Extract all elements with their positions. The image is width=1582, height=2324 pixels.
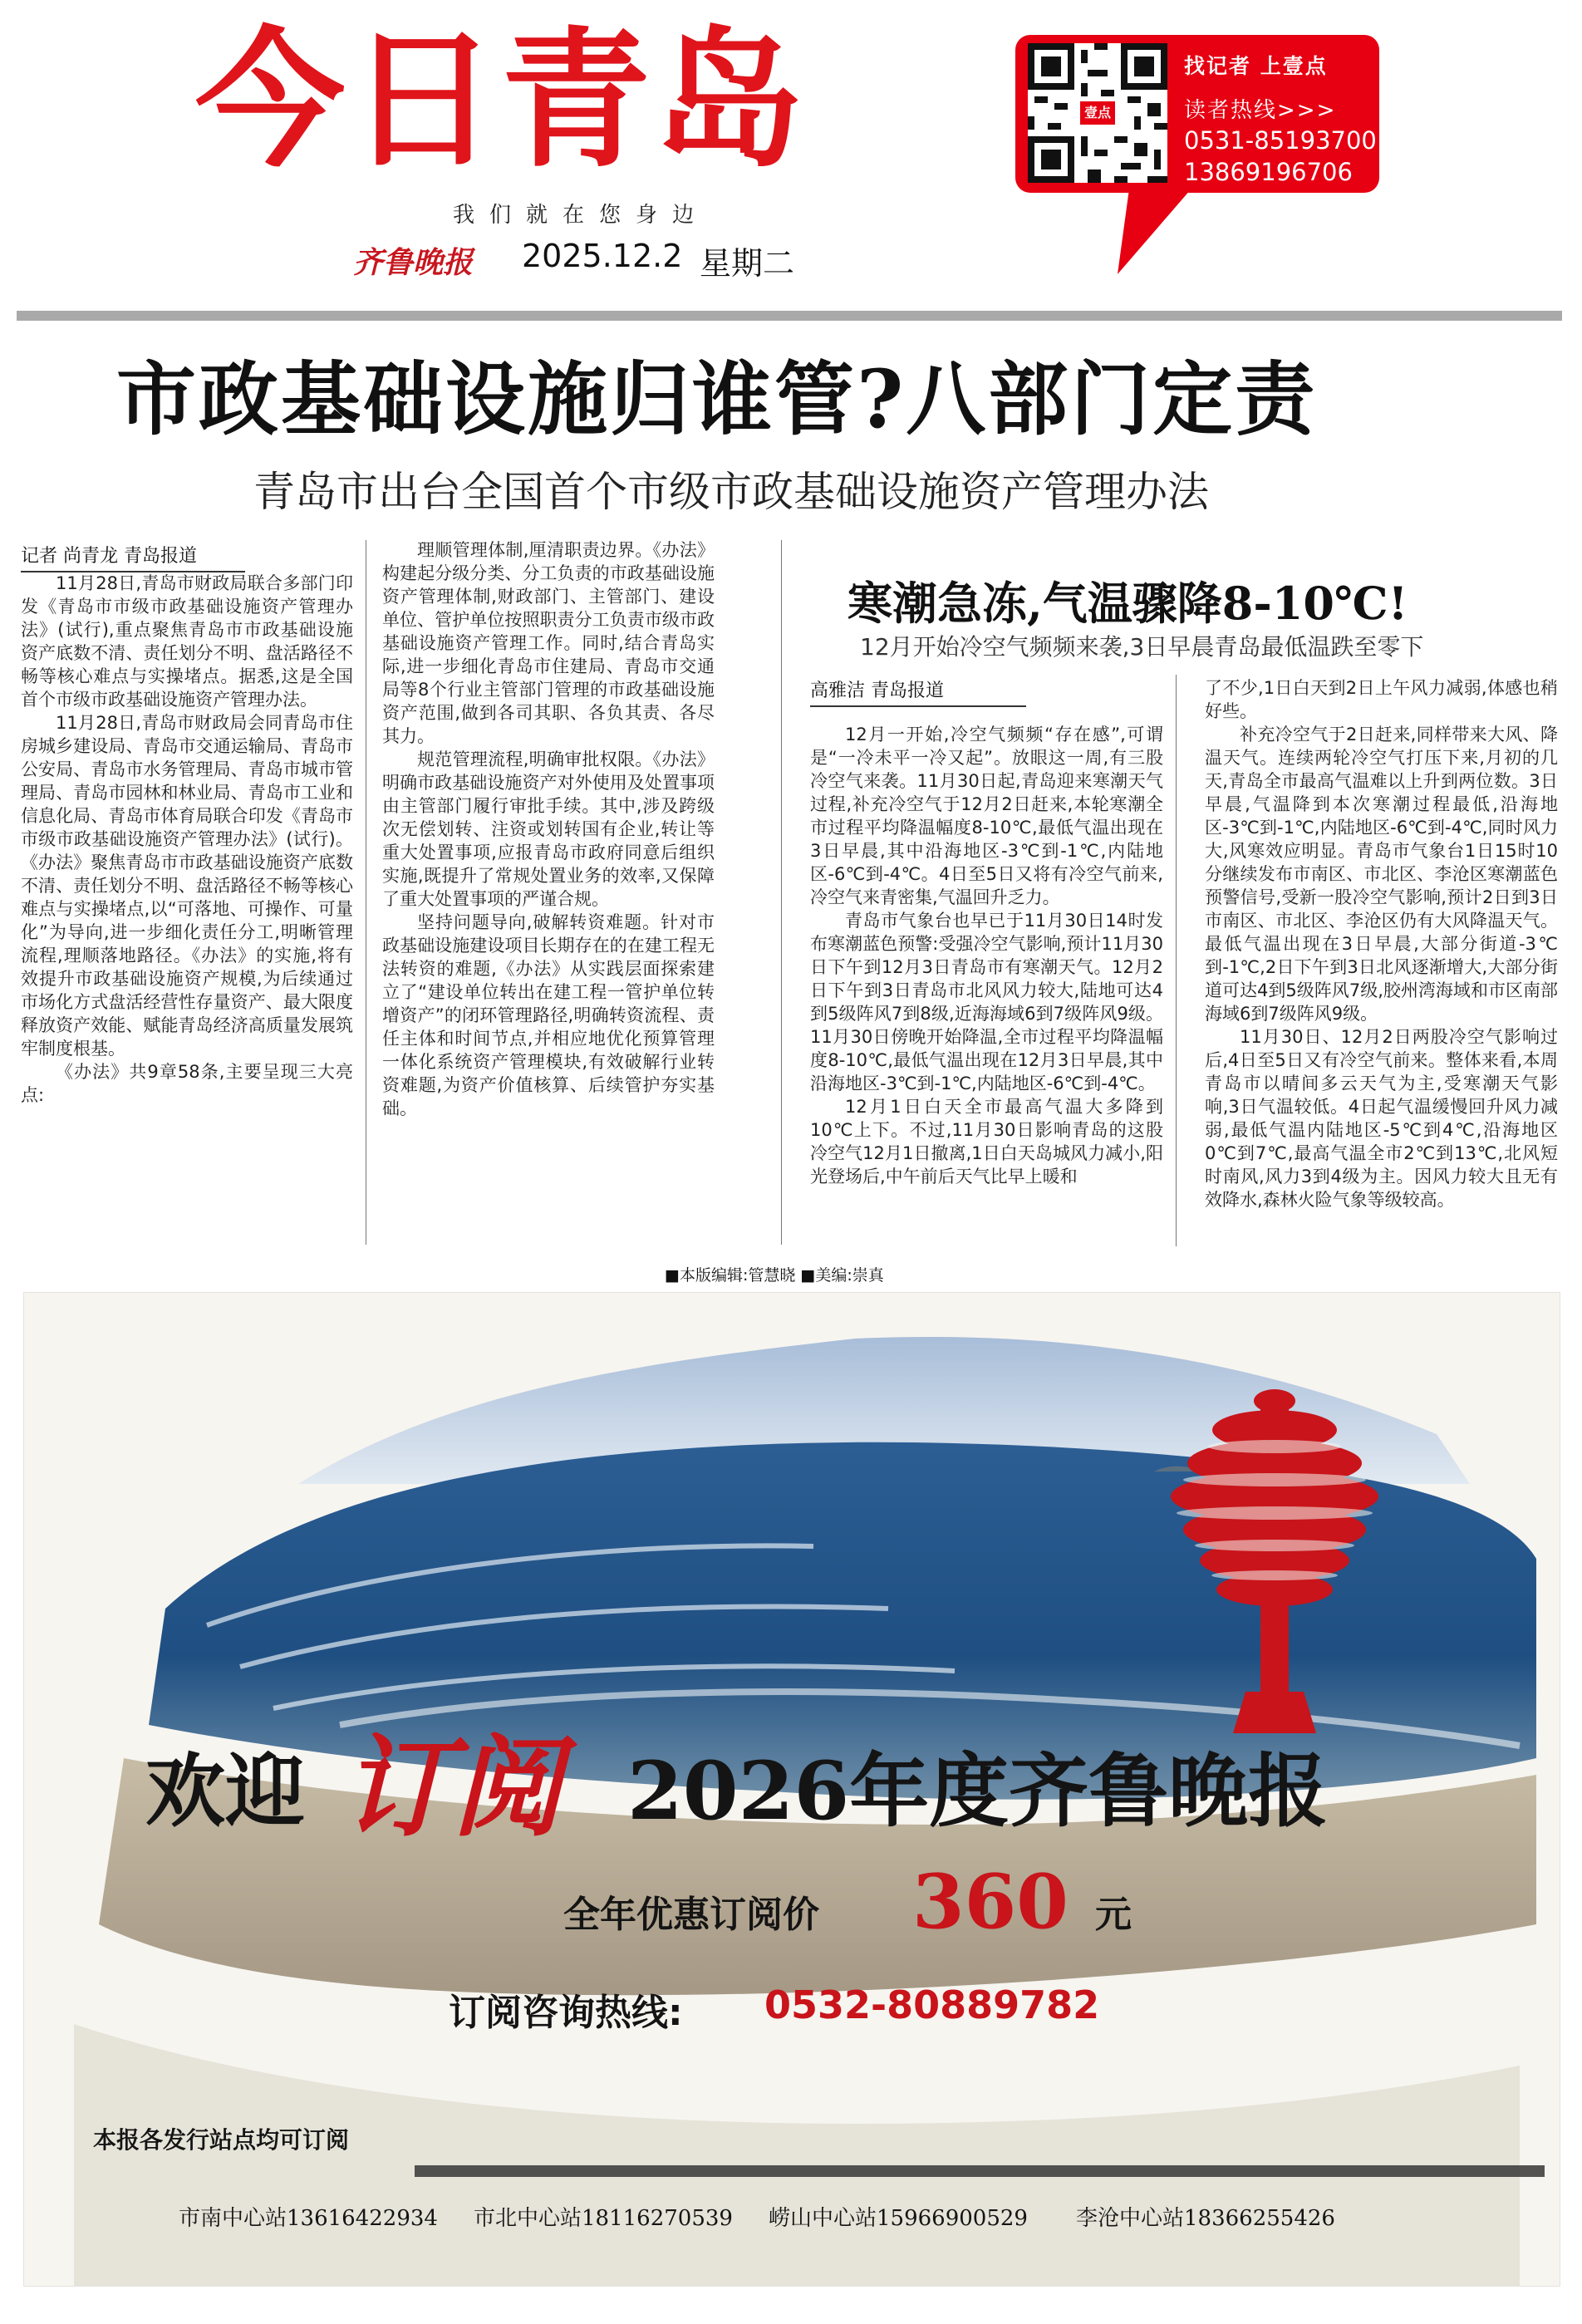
weather-byline: 高雅洁 青岛报道	[810, 676, 1026, 707]
qr-app-badge: 壹点	[1080, 101, 1115, 125]
paragraph: 坚持问题导向,破解转资难题。针对市政基础设施建设项目长期存在的在建工程无法转资的难题,《办法》从实践层面探索建立了“建设单位转出在建工程一管护单位转增资产”的闭环管理路径,明确转资流程、责任主体和时间节点,并相应地优化预算管理一体化系统资产管理模块,有效破解行业转资难题,为资产价值核算、后续管护夯实基础。	[382, 912, 715, 1118]
paragraph: 补充冷空气于2日赶来,同样带来大风、降温天气。连续两轮冷空气打压下来,月初的几天,青岛全市最高气温难以上升到两位数。3日早晨,气温降到本次寒潮过程最低,沿海地区-3℃到-1℃,内陆地区-6℃到-4℃,同时风力大,风寒效应明显。青岛市气象台1日15时10分继续发布市南区、市北区、李沧区寒潮蓝色预警信号,受新一股冷空气影响,预计2日到3日市南区、市北区、李沧区仍有大风降温天气。最低气温出现在3日早晨,大部分街道-3℃到-1℃,2日下午到3日北风逐渐增大,大部分街道可达4到5级阵风7级,胶州湾海域和市区南部海域6到7级阵风9级。	[1205, 725, 1558, 1024]
paragraph: 青岛市气象台也早已于11月30日14时发布寒潮蓝色预警:受强冷空气影响,预计11月30日下午到12月3日青岛市有寒潮天气。12月2日下午到3日青岛市北风风力较大,陆地可达4到5级阵风7到8级,近海海域6到7级阵风9级。11月30日傍晚开始降温,全市过程平均降温幅度8-10℃,最低气温出现在12月3日早晨,其中沿海地区-3℃到-1℃,内陆地区-6℃到-4℃。	[810, 911, 1163, 1093]
paragraph: 规范管理流程,明确审批权限。《办法》明确市政基础设施资产对外使用及处置事项由主管部门履行审批手续。其中,涉及跨级次无偿划转、注资或划转国有企业,转让等重大处置事项,应报青岛市政府同意后组织实施,既提升了常规处置业务的效率,又保障了重大处置事项的严谨合规。	[382, 749, 715, 909]
ad-station-item: 市北中心站18116270539	[474, 2206, 733, 2231]
ad-station-item: 市南中心站13616422934	[179, 2206, 438, 2231]
lead-column-2	[382, 538, 715, 1245]
paragraph: 11月28日,青岛市财政局联合多部门印发《青岛市市级市政基础设施资产管理办法》(试行),重点聚焦青岛市市政基础设施资产底数不清、责任划分不明、盘活路径不畅等核心难点与实操堵点。据悉,这是全国首个市级市政基础设施资产管理办法。	[21, 573, 353, 710]
lead-headline: 市政基础设施归谁管?八部门定责	[116, 352, 1318, 446]
paper-name-logo: 齐鲁晚报	[353, 245, 474, 280]
lead-subhead: 青岛市出台全国首个市级市政基础设施资产管理办法	[253, 468, 1209, 516]
hotline-phone-2: 13869196706	[1184, 158, 1353, 186]
speech-bubble-tail	[1113, 183, 1213, 283]
column-divider	[1176, 675, 1177, 1246]
ad-title: 2026年度齐鲁晚报	[627, 1744, 1329, 1838]
ad-welcome-text: 欢迎	[145, 1744, 305, 1838]
masthead-slogan: 我们就在您身边	[453, 203, 710, 228]
issue-weekday: 星期二	[700, 245, 795, 282]
hotline-phone-1: 0531-85193700	[1184, 126, 1377, 155]
lead-column-1	[21, 572, 353, 1245]
ad-station-item: 李沧中心站18366255426	[1076, 2206, 1335, 2231]
ad-hotline-label: 订阅咨询热线:	[449, 1992, 683, 2034]
weather-deck: 12月开始冷空气频频来袭,3日早晨青岛最低温跌至零下	[860, 633, 1424, 661]
ad-price-label: 全年优惠订阅价	[563, 1894, 819, 1936]
paragraph: 11月28日,青岛市财政局会同青岛市住房城乡建设局、青岛市交通运输局、青岛市公安局、青岛市水务管理局、青岛市城市管理局、青岛市园林和林业局、青岛市工业和信息化局、青岛市体育局联合印发《青岛市市级市政基础设施资产管理办法》(试行)。《办法》聚焦青岛市市政基础设施资产底数不清、责任划分不明、盘活路径不畅等核心难点与实操堵点,以“可落地、可操作、可量化”为导向,进一步细化责任分工,明晰管理流程,理顺落地路径。《办法》的实施,将有效提升市政基础设施资产规模,为后续通过市场化方式盘活经营性存量资产、最大限度释放资产效能、赋能青岛经济高质量发展筑牢制度根基。	[21, 713, 353, 1059]
weather-column-2	[1205, 676, 1558, 1246]
weather-column-1	[810, 723, 1163, 1246]
masthead-divider	[17, 311, 1562, 321]
issue-date: 2025.12.2	[522, 238, 683, 274]
paragraph: 《办法》共9章58条,主要呈现三大亮点:	[21, 1062, 353, 1105]
ad-stations-title: 本报各发行站点均可订阅	[93, 2126, 350, 2154]
ad-station-item: 崂山中心站15966900529	[769, 2206, 1028, 2231]
masthead-title: 今日青岛	[195, 14, 808, 188]
paragraph: 理顺管理体制,厘清职责边界。《办法》构建起分级分类、分工负责的市政基础设施资产管理体制,财政部门、主管部门、建设单位、管护单位按照职责分工负责市级市政基础设施资产管理工作。同时,结合青岛实际,进一步细化青岛市住建局、青岛市交通局等8个行业主管部门管理的市政基础设施资产范围,做到各司其职、各负其责、各尽其力。	[382, 540, 715, 746]
paragraph: 12月1日白天全市最高气温大多降到10℃上下。不过,11月30日影响青岛的这股冷空气12月1日撤离,1日白天岛城风力减小,阳光登场后,中午前后天气比早上暖和	[810, 1097, 1163, 1187]
ad-price-unit: 元	[1095, 1894, 1132, 1936]
ad-subscribe-calligraphy: 订阅	[342, 1723, 562, 1852]
paragraph: 12月一开始,冷空气频频“存在感”,可谓是“一冷未平一冷又起”。放眼这一周,有三股冷空气来袭。11月30日起,青岛迎来寒潮天气过程,补充冷空气于12月2日赶来,本轮寒潮全市过程平均降温幅度8-10℃,最低气温出现在3日早晨,其中沿海地区-3℃到-1℃,内陆地区-6℃到-4℃。4日至5日又将有冷空气前来,冷空气来青密集,气温回升乏力。	[810, 725, 1163, 907]
column-divider	[781, 540, 782, 1245]
paragraph: 了不少,1日白天到2日上午风力减弱,体感也稍好些。	[1205, 678, 1558, 721]
paragraph: 11月30日、12月2日两股冷空气影响过后,4日至5日又有冷空气前来。整体来看,本周青岛市以晴间多云天气为主,受寒潮天气影响,3日气温较低。4日起气温缓慢回升风力减弱,最低气温内陆地区-5℃到4℃,沿海地区0℃到7℃,最高气温全市2℃到13℃,北风短时南风,风力3到4级为主。因风力较大且无有效降水,森林火险气象等级较高。	[1205, 1027, 1558, 1210]
hotline-label: 读者热线>>>	[1184, 98, 1337, 123]
contact-tagline: 找记者 上壹点	[1184, 54, 1328, 78]
ad-price: 360	[912, 1858, 1069, 1946]
ad-hotline-number[interactable]: 0532-80889782	[764, 1983, 1100, 2027]
lead-byline: 记者 尚青龙 青岛报道	[21, 542, 245, 572]
weather-headline: 寒潮急冻,气温骤降8-10℃!	[848, 577, 1408, 630]
editor-credit: ■本版编辑:管慧晓 ■美编:崇真	[665, 1266, 884, 1285]
